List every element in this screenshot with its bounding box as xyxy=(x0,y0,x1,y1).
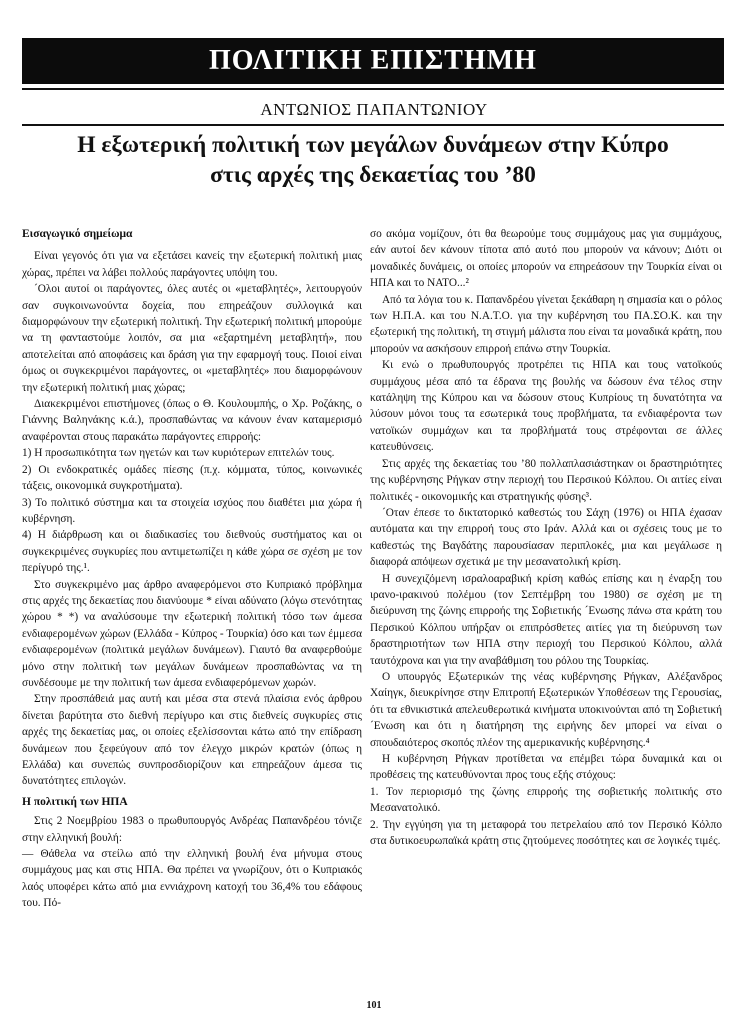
article-title-line-2: στις αρχές της δεκαετίας του ’80 xyxy=(210,162,536,188)
left-column xyxy=(22,226,362,912)
list-item: 3) Το πολιτικό σύστημα και τα στοιχεία ισχύος που διαθέτει μια χώρα ή κυβέρνηση. xyxy=(22,496,362,525)
paragraph: Στις 2 Νοεμβρίου 1983 ο πρωθυπουργός Ανδρέας Παπανδρέου τόνιζε στην ελληνική βουλή: xyxy=(22,815,362,844)
banner-underline xyxy=(22,88,724,90)
list-item: 1) Η προσωπικότητα των ηγετών και των κυριότερων επιτελών τους. xyxy=(22,447,335,460)
article-title-line-1: Η εξωτερική πολιτική των μεγάλων δυνάμεων στην Κύπρο xyxy=(77,132,669,158)
list-item: 2) Οι ενδοκρατικές ομάδες πίεσης (π.χ. κόμματα, τύπος, κοινωνικές τάξεις, οικονομικά συγκροτήματα). xyxy=(22,463,362,493)
list-item: 4) Η διάρθρωση και οι διαδικασίες του διεθνούς συστήματος και οι συγκεκριμένες συγκυρίες που αντιμετωπίζει η κάθε χώρα σε σχέση με τον περίγυρό της.¹. xyxy=(22,529,362,575)
paragraph: ´Οταν έπεσε το δικτατορικό καθεστώς του Σάχη (1976) οι ΗΠΑ έχασαν αυτόματα και την επιρροή τους στο Ιράν. Αλλά και οι σχέσεις τους με το καθεστώς της Βαγδάτης παρουσίασαν περιπλοκές, μια και μεγάλωσε η διαφορά απόψεων σχετικά με την μεσανατολική κρίση. xyxy=(370,506,722,569)
paragraph: Είναι γεγονός ότι για να εξετάσει κανείς την εξωτερική πολιτική μιας χώρας, πρέπει να λάβει πολλούς παράγοντες υπόψη του. xyxy=(22,250,362,279)
paragraph: ´Ολοι αυτοί οι παράγοντες, όλες αυτές οι «μεταβλητές», λειτουργούν σαν συγκοινωνούντα δοχεία, που επηρεάζουν συλλογικά και διαμορφώνουν την εξωτερική πολιτική. Την εξωτερική πολιτική μπορούμε να τη φανταστούμε λοιπόν, σα μια «εξαρτημένη μεταβλητή», που αποτελείται από αποφάσεις και δράση για την εφαρμογή τους. Ποιοί είναι όμως οι συγκεκριμένοι παράγοντες, οι «μεταβλητές» που διαμορφώνουν την εξωτερική πολιτική μιας χώρας; xyxy=(22,283,362,394)
quote-paragraph: — Θάθελα να στείλω από την ελληνική βουλή ένα μήνυμα στους συμμάχους μας και στις ΗΠΑ. Θα πρέπει να γνωρίζουν, ότι ο Κυπριακός λαός υποφέρει κάτω από μια εννιάχρονη κατοχή του 36,4% του εδάφους του. Πό- xyxy=(22,848,362,910)
author-divider xyxy=(22,124,724,126)
paragraph: Διακεκριμένοι επιστήμονες (όπως ο Θ. Κουλουμπής, ο Χρ. Ροζάκης, ο Γιάννης Βαληνάκης κ.ά.), προσπαθώντας να κάνουν έναν καταμερισμό αναφέρονται στους παρακάτω παράγοντες επιρροής: xyxy=(22,398,362,443)
page-number: 101 xyxy=(366,1000,382,1011)
paragraph: Ο υπουργός Εξωτερικών της νέας κυβέρνησης Ρήγκαν, Αλέξανδρος Χαίηγκ, διευκρίνησε στην Επιτροπή Εξωτερικών Υποθέσεων της Γερουσίας, ότι τα εθνικιστικά απελευθερωτικά κινήματα υποκινούνται από τη Σοβιετική ´Ενωση και ότι η διατήρηση της ειρήνης δεν μπορεί να είναι ο σπουδαιότερος σκοπός πλέον της αμερικανικής κυβέρνησης.⁴ xyxy=(370,670,722,749)
list-item: 2. Την εγγύηση για τη μεταφορά του πετρελαίου από τον Περσικό Κόλπο στα δυτικοευρωπαϊκά κράτη στις ζητούμενες ποσότητες και σε λογικές τιμές. xyxy=(370,818,722,848)
paragraph: Από τα λόγια του κ. Παπανδρέου γίνεται ξεκάθαρη η σημασία και ο ρόλος των Η.Π.Α. και του Ν.Α.Τ.Ο. για την κυβέρνηση του ΠΑ.ΣΟ.Κ. και την εξωτερική της πολιτική, τη στιγμή μάλιστα που είναι τα μοναδικά κράτη, που μπορούν να ασκήσουν επιρροή επάνω στην Τουρκία. xyxy=(370,293,722,355)
author-name: ΑΝΤΩΝΙΟΣ ΠΑΠΑΝΤΩΝΙΟΥ xyxy=(260,100,488,119)
article-title xyxy=(22,130,724,190)
section-heading-us-policy: Η πολιτική των ΗΠΑ xyxy=(22,795,128,808)
paragraph: σο ακόμα νομίζουν, ότι θα θεωρούμε τους συμμάχους μας για συμμάχους, εάν αυτοί δεν κάνουν τίποτα από αυτό που μπορούν να κάνουν; Διότι οι μοναδικές δυνάμεις, οι οποίες μπορούν να επηρεάσουν την Τουρκία είναι οι ΗΠΑ και το ΝΑΤΟ...² xyxy=(370,228,722,290)
paragraph: Κι ενώ ο πρωθυπουργός προτρέπει τις ΗΠΑ και τους νατοϊκούς συμμάχους μέσα από τα έδρανα της βουλής να δώσουν ένα τέλος στην κατάληψη της Κύπρου και να δώσουν στους Κυπρίους τη δυνατότητα να λύσουν μόνοι τους τα εσωτερικά τους προβλήματα, τα ενδιαφέροντα των νατοϊκών συμμάχων και τα προβλήματά τους στρέφονται σε άλλες κατευθύνσεις. xyxy=(370,359,722,454)
list-item: 1. Τον περιορισμό της ζώνης επιρροής της σοβιετικής πολιτικής στο Μεσανατολικό. xyxy=(370,785,722,815)
section-heading-introduction: Εισαγωγικό σημείωμα xyxy=(22,228,133,240)
paragraph: Στην προσπάθειά μας αυτή και μέσα στα στενά πλαίσια ενός άρθρου δίνεται βαρύτητα στο διεθνή περίγυρο και στις διεθνείς συγκυρίες στις αρχές της δεκαετίας μας, οι οποίες εξελίσσονται κάτω από την επίδραση δυνάμεων που ξεφεύγουν από τον έλεγχο μικρών κρατών (όπως η Ελλάδα) και συνεπώς συνπροσδιορίζουν και επηρεάζουν άμεσα τις δυνατότητες επιλογών. xyxy=(22,693,362,788)
paragraph: Η κυβέρνηση Ρήγκαν προτίθεται να επέμβει τώρα δυναμικά και οι προθέσεις της κατευθύνονται προς τους εξής στόχους: xyxy=(370,753,722,782)
paragraph: Στις αρχές της δεκαετίας του ’80 πολλαπλασιάστηκαν οι δραστηριότητες της κυβέρνησης Ρήγκαν στην περιοχή του Περσικού Κόλπου. Οι αιτίες είναι πολιτικές - οικονομικής και στρατηγικής φύσης³. xyxy=(370,457,722,503)
section-banner: ΠΟΛΙΤΙΚΗ ΕΠΙΣΤΗΜΗ xyxy=(22,38,724,84)
right-column xyxy=(370,226,722,849)
paragraph: Η συνεχιζόμενη ισραλοαραβική κρίση καθώς επίσης και η έναρξη του ιρανο-ιρακινού πολέμου (τον Σεπτέμβρη του 1980) σε σχέση με τη διεύρυνση της ζώνης επιρροής της Σοβιετικής ´Ενωσης πάνω στα κράτη του Περσικού Κόλπου υπήρξαν οι επιπρόσθετες αιτίες για τη διεύρυνση των δραστηριοτήτων των ΗΠΑ στην περιοχή του Περσικού Κόλπου, αλλά ταυτόχρονα και για την αναβάθμιση του ρόλου της Τουρκίας. xyxy=(370,572,722,667)
paragraph: Στο συγκεκριμένο μας άρθρο αναφερόμενοι στο Κυπριακό πρόβλημα στις αρχές της δεκαετίας που διανύουμε * είναι αδύνατο (λόγω στενότητας χώρου * *) να αναλύσουμε την εξωτερική πολιτική τόσο των άμεσα ενδιαφερομένων χώρων (Ελλάδα - Κύπρος - Τουρκία) όσο και των έμμεσα ενδιαφερομένων (πολιτικά μεγάλων δυνάμεων). Γιαυτό θα αναφερθούμε μόνο στην πολιτική των μεγάλων δυνάμεων προσπαθώντας να τη συνδέσουμε με την πολιτική των άμεσα ενδιαφερόμενων χωρών. xyxy=(22,578,362,689)
